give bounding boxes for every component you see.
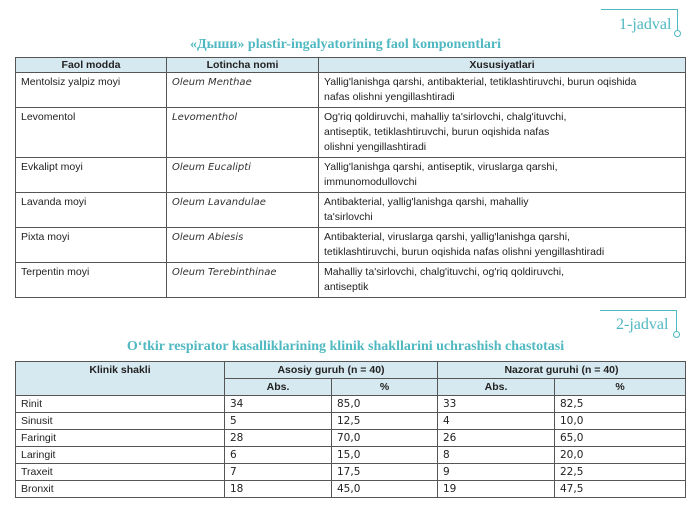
- clinical-form: Bronxit: [16, 481, 225, 498]
- components-table: [15, 57, 686, 298]
- table-row: [16, 430, 686, 447]
- substance-name: Levomentol: [16, 108, 167, 158]
- column-header-abs: Abs.: [225, 379, 332, 396]
- table1-tag-dot-icon: [674, 30, 681, 37]
- group1-pct: 85,0: [332, 396, 438, 413]
- clinical-forms-table: [15, 361, 686, 498]
- group2-pct: 47,5: [555, 481, 686, 498]
- clinical-form: Rinit: [16, 396, 225, 413]
- properties-cell: [319, 228, 686, 263]
- table-row: [16, 464, 686, 481]
- substance-name: Lavanda moyi: [16, 193, 167, 228]
- properties-line: tetiklashtiruvchi, burun oqishida nafas olishni yengillashtiradi: [324, 246, 605, 258]
- properties-line: Antibakterial, viruslarga qarshi, yallig'lanishga qarshi,: [324, 231, 570, 243]
- group2-pct: 10,0: [555, 413, 686, 430]
- substance-name: Mentolsiz yalpiz moyi: [16, 73, 167, 108]
- table2-tag-dot-icon: [673, 331, 680, 338]
- column-header-abs: Abs.: [438, 379, 555, 396]
- clinical-form: Faringit: [16, 430, 225, 447]
- latin-name: Oleum Terebinthinae: [167, 263, 319, 298]
- table-header-row: [16, 362, 686, 379]
- column-header-form: Klinik shakli: [16, 362, 225, 396]
- group2-abs: 19: [438, 481, 555, 498]
- properties-line: Antibakterial, yallig'lanishga qarshi, mahalliy: [324, 196, 529, 208]
- group1-abs: 34: [225, 396, 332, 413]
- properties-line: Og'riq qoldiruvchi, mahalliy ta'sirlovchi, chalg'ituvchi,: [324, 111, 567, 123]
- group1-pct: 12,5: [332, 413, 438, 430]
- table-row: [16, 108, 686, 158]
- group2-abs: 26: [438, 430, 555, 447]
- properties-line: ta'sirlovchi: [324, 211, 373, 223]
- column-header-group2: Nazorat guruhi (n = 40): [438, 362, 686, 379]
- table-row: [16, 481, 686, 498]
- properties-cell: [319, 108, 686, 158]
- properties-line: olishni yengillashtiradi: [324, 141, 427, 153]
- properties-line: Yallig'lanishga qarshi, antibakterial, tetiklashtiruvchi, burun oqishida: [324, 76, 637, 88]
- column-header-pct: %: [332, 379, 438, 396]
- table-row: [16, 73, 686, 108]
- table2-tag-line: [600, 310, 677, 311]
- group1-pct: 45,0: [332, 481, 438, 498]
- clinical-form: Traxeit: [16, 464, 225, 481]
- group2-abs: 4: [438, 413, 555, 430]
- column-header: Xususiyatlari: [319, 58, 686, 73]
- group2-abs: 33: [438, 396, 555, 413]
- properties-line: antiseptik, tetiklashtiruvchi, burun oqishida nafas: [324, 126, 550, 138]
- group2-abs: 8: [438, 447, 555, 464]
- group2-pct: 65,0: [555, 430, 686, 447]
- table-header-row: [16, 58, 686, 73]
- group2-pct: 20,0: [555, 447, 686, 464]
- properties-line: immunomodullovchi: [324, 176, 417, 188]
- table2-tag: 2-jadval: [616, 316, 669, 333]
- properties-line: antiseptik: [324, 281, 369, 293]
- column-header-pct: %: [555, 379, 686, 396]
- properties-cell: [319, 263, 686, 298]
- latin-name: Levomenthol: [167, 108, 319, 158]
- group1-abs: 18: [225, 481, 332, 498]
- column-header: Lotincha nomi: [167, 58, 319, 73]
- table2-tag-line-vertical: [676, 310, 677, 332]
- table-row: [16, 263, 686, 298]
- substance-name: Terpentin moyi: [16, 263, 167, 298]
- properties-line: Mahalliy ta'sirlovchi, chalg'ituvchi, og'riq qoldiruvchi,: [324, 266, 565, 278]
- group2-pct: 22,5: [555, 464, 686, 481]
- table1-tag: 1-jadval: [619, 16, 672, 33]
- group1-abs: 5: [225, 413, 332, 430]
- properties-cell: [319, 73, 686, 108]
- properties-line: nafas olishni yengillashtiradi: [324, 91, 455, 103]
- group1-abs: 6: [225, 447, 332, 464]
- table-row: [16, 228, 686, 263]
- table-row: [16, 396, 686, 413]
- properties-cell: [319, 193, 686, 228]
- table1-tag-line-vertical: [677, 9, 678, 31]
- table-row: [16, 447, 686, 464]
- table-row: [16, 158, 686, 193]
- latin-name: Oleum Eucalipti: [167, 158, 319, 193]
- table1-title: «Дыши» plastir-ingalyatorining faol komponentlari: [189, 37, 501, 52]
- group1-abs: 7: [225, 464, 332, 481]
- table-row: [16, 193, 686, 228]
- substance-name: Pixta moyi: [16, 228, 167, 263]
- table2-title: O‘tkir respirator kasalliklarining klinik shakllarini uchrashish chastotasi: [126, 339, 565, 354]
- group2-pct: 82,5: [555, 396, 686, 413]
- table-row: [16, 413, 686, 430]
- clinical-form: Laringit: [16, 447, 225, 464]
- clinical-form: Sinusit: [16, 413, 225, 430]
- properties-cell: [319, 158, 686, 193]
- group1-pct: 15,0: [332, 447, 438, 464]
- table1-tag-line: [601, 9, 678, 10]
- latin-name: Oleum Menthae: [167, 73, 319, 108]
- column-header: Faol modda: [16, 58, 167, 73]
- group1-pct: 70,0: [332, 430, 438, 447]
- latin-name: Oleum Abiesis: [167, 228, 319, 263]
- column-header-group1: Asosiy guruh (n = 40): [225, 362, 438, 379]
- group2-abs: 9: [438, 464, 555, 481]
- properties-line: Yallig'lanishga qarshi, antiseptik, viruslarga qarshi,: [324, 161, 558, 173]
- latin-name: Oleum Lavandulae: [167, 193, 319, 228]
- group1-abs: 28: [225, 430, 332, 447]
- substance-name: Evkalipt moyi: [16, 158, 167, 193]
- group1-pct: 17,5: [332, 464, 438, 481]
